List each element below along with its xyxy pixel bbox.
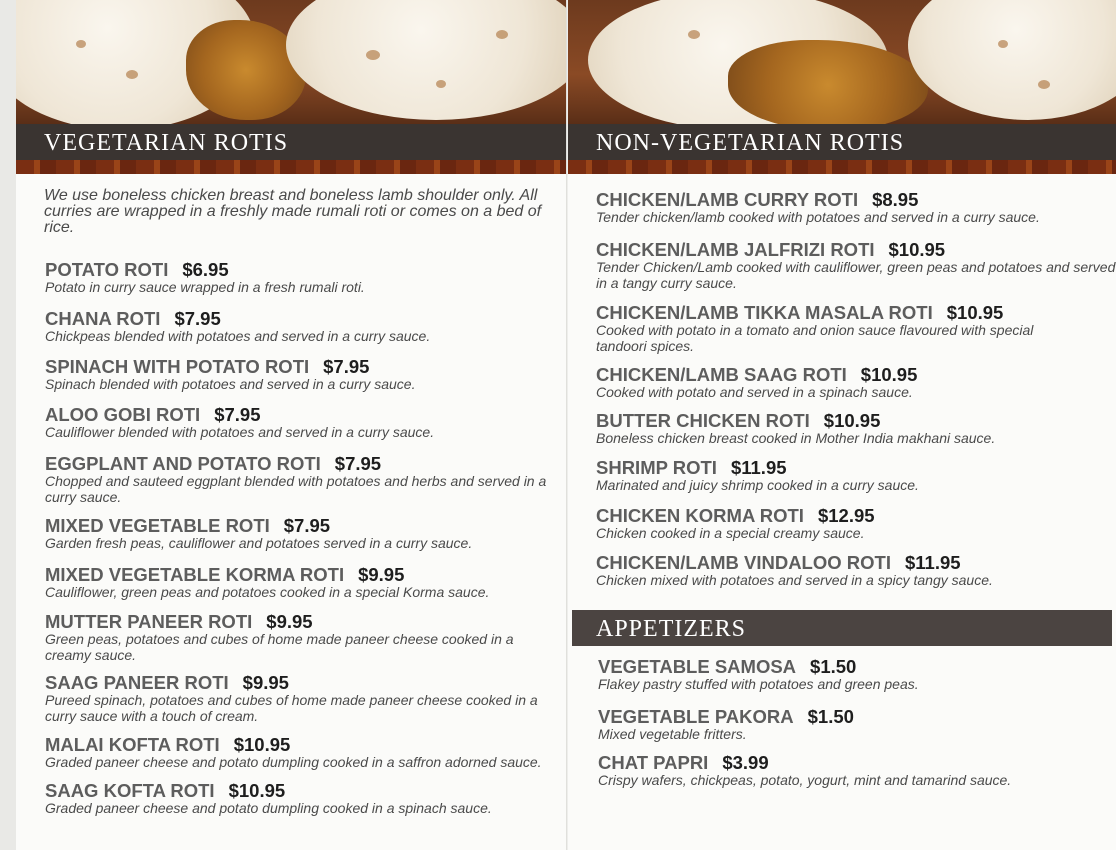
menu-item-price: $3.99: [722, 752, 769, 773]
menu-item-price: $7.95: [323, 356, 370, 377]
menu-item-title: [598, 707, 1116, 726]
menu-item-description: Cauliflower, green peas and potatoes cooked in a special Korma sauce.: [45, 584, 490, 600]
menu-item-price: $10.95: [946, 302, 1004, 323]
menu-item-description: Potato in curry sauce wrapped in a fresh rumali roti.: [45, 279, 365, 295]
menu-item-description: Tender Chicken/Lamb cooked with cauliflower, green peas and potatoes and served in a tangy curry sauce.: [596, 259, 1116, 291]
menu-item-title: [45, 781, 565, 800]
roti-food-photo-right: [568, 0, 1116, 124]
vegetarian-rotis-heading-bar: [16, 124, 568, 160]
menu-item-name: CHICKEN/LAMB SAAG ROTI: [596, 364, 847, 385]
menu-item-title: [45, 357, 565, 376]
menu-item-description: Cooked with potato in a tomato and onion sauce flavoured with special tandoori spices.: [596, 322, 1034, 354]
menu-item-price: $7.95: [214, 404, 261, 425]
menu-item-name: BUTTER CHICKEN ROTI: [596, 410, 810, 431]
menu-item: [596, 190, 1116, 225]
menu-item-price: $11.95: [904, 552, 961, 573]
menu-item-price: $12.95: [817, 505, 875, 526]
menu-item: [45, 612, 565, 663]
menu-item-title: [45, 454, 565, 473]
menu-item-description: Graded paneer cheese and potato dumpling cooked in a saffron adorned sauce.: [45, 754, 542, 770]
appetizers-heading-bar: [572, 610, 1112, 646]
ornamental-border: [568, 160, 1116, 174]
roti-spot: [126, 70, 138, 79]
menu-item-name: SHRIMP ROTI: [596, 457, 717, 478]
menu-item-price: $9.95: [266, 611, 313, 632]
menu-item-price: $6.95: [182, 259, 229, 280]
menu-item-description: Chicken mixed with potatoes and served in a spicy tangy sauce.: [596, 572, 993, 588]
menu-item-title: [45, 612, 565, 631]
menu-item-title: [596, 411, 1116, 430]
menu-item: [596, 240, 1116, 291]
menu-item: [596, 303, 1116, 354]
menu-item-description: Graded paneer cheese and potato dumpling cooked in a spinach sauce.: [45, 800, 492, 816]
menu-item: [598, 707, 1116, 742]
curry-filling-image: [728, 40, 928, 124]
menu-item-price: $10.95: [888, 239, 946, 260]
non-vegetarian-rotis-heading-bar: [568, 124, 1116, 160]
menu-item: [45, 565, 565, 600]
menu-item-title: [596, 506, 1116, 525]
menu-item: [45, 735, 565, 770]
menu-item: [45, 516, 565, 551]
menu-item-price: $1.50: [810, 656, 857, 677]
right-menu-page: [568, 0, 1116, 850]
menu-item-price: $10.95: [228, 780, 286, 801]
menu-item-price: $9.95: [358, 564, 405, 585]
menu-item-name: EGGPLANT AND POTATO ROTI: [45, 453, 321, 474]
menu-item-title: [596, 303, 1116, 322]
menu-item-name: ALOO GOBI ROTI: [45, 404, 201, 425]
menu-item: [598, 657, 1116, 692]
non-vegetarian-rotis-heading: NON-VEGETARIAN ROTIS: [596, 130, 905, 156]
menu-item-name: POTATO ROTI: [45, 259, 169, 280]
menu-item: [45, 781, 565, 816]
menu-item-price: $7.95: [283, 515, 331, 536]
roti-image: [286, 0, 568, 120]
roti-spot: [1038, 80, 1050, 89]
menu-item-price: $10.95: [860, 364, 918, 385]
menu-item-price: $1.50: [807, 706, 854, 727]
menu-item: [598, 753, 1116, 788]
roti-image: [908, 0, 1116, 120]
menu-item-title: [598, 753, 1116, 772]
menu-item-title: [45, 260, 565, 279]
ornamental-border: [16, 160, 568, 174]
menu-item-name: SAAG PANEER ROTI: [45, 672, 229, 693]
vegetarian-rotis-heading: VEGETARIAN ROTIS: [44, 130, 289, 156]
menu-item: [45, 309, 565, 344]
menu-item-name: MIXED VEGETABLE ROTI: [45, 515, 270, 536]
menu-item-description: Cauliflower blended with potatoes and served in a curry sauce.: [45, 424, 435, 440]
menu-item-description: Pureed spinach, potatoes and cubes of home made paneer cheese cooked in a curry sauce with a touch of cream.: [45, 692, 538, 724]
menu-item-title: [45, 673, 565, 692]
menu-item-description: Boneless chicken breast cooked in Mother India makhani sauce.: [596, 430, 996, 446]
menu-item-price: $10.95: [823, 410, 881, 431]
menu-item: [45, 357, 565, 392]
roti-spot: [688, 30, 700, 39]
roti-spot: [436, 80, 446, 88]
menu-item-description: Chickpeas blended with potatoes and served in a curry sauce.: [45, 328, 431, 344]
menu-item-name: SPINACH WITH POTATO ROTI: [45, 356, 310, 377]
menu-item-title: [45, 309, 565, 328]
left-menu-page: [16, 0, 568, 850]
menu-item-name: CHICKEN/LAMB TIKKA MASALA ROTI: [596, 302, 933, 323]
menu-item-name: MALAI KOFTA ROTI: [45, 734, 220, 755]
menu-item: [45, 260, 565, 295]
menu-item-title: [45, 516, 565, 535]
roti-spot: [366, 50, 380, 60]
menu-item-title: [45, 405, 565, 424]
menu-item-name: MIXED VEGETABLE KORMA ROTI: [45, 564, 345, 585]
menu-item-price: $11.95: [730, 457, 787, 478]
menu-item-price: $10.95: [233, 734, 291, 755]
menu-item-description: Garden fresh peas, cauliflower and potatoes served in a curry sauce.: [45, 535, 473, 551]
menu-item-name: CHICKEN KORMA ROTI: [596, 505, 804, 526]
roti-spot: [496, 30, 508, 39]
roti-food-photo-left: [16, 0, 568, 124]
intro-text: We use boneless chicken breast and boneless lamb shoulder only. All curries are wrapped in a freshly made rumali roti or comes on a bed of rice.: [44, 187, 542, 236]
menu-item-description: Chicken cooked in a special creamy sauce.: [596, 525, 865, 541]
menu-item-title: [45, 735, 565, 754]
menu-item-description: Flakey pastry stuffed with potatoes and green peas.: [598, 676, 919, 692]
menu-item: [596, 458, 1116, 493]
menu-item: [45, 673, 565, 724]
menu-item: [45, 454, 565, 505]
menu-item-name: VEGETABLE PAKORA: [598, 706, 794, 727]
menu-item-description: Mixed vegetable fritters.: [598, 726, 747, 742]
menu-item-description: Green peas, potatoes and cubes of home made paneer cheese cooked in a creamy sauce.: [45, 631, 514, 663]
menu-item-title: [598, 657, 1116, 676]
roti-spot: [998, 40, 1008, 48]
menu-item-description: Tender chicken/lamb cooked with potatoes and served in a curry sauce.: [596, 209, 1040, 225]
menu-item-title: [596, 365, 1116, 384]
menu-item-description: Cooked with potato and served in a spinach sauce.: [596, 384, 913, 400]
menu-item-name: CHANA ROTI: [45, 308, 161, 329]
menu-item-price: $9.95: [242, 672, 289, 693]
menu-item-name: VEGETABLE SAMOSA: [598, 656, 797, 677]
appetizers-heading: APPETIZERS: [596, 616, 747, 642]
menu-item-name: CHICKEN/LAMB VINDALOO ROTI: [596, 552, 891, 573]
roti-spot: [76, 40, 86, 48]
menu-item-title: [596, 553, 1116, 572]
menu-item-name: MUTTER PANEER ROTI: [45, 611, 253, 632]
menu-item-title: [596, 240, 1116, 259]
menu-item-description: Chopped and sauteed eggplant blended with potatoes and herbs and served in a curry sauce.: [45, 473, 547, 505]
menu-item: [596, 506, 1116, 541]
menu-item-price: $7.95: [334, 453, 382, 474]
menu-item-title: [45, 565, 565, 584]
menu-item-title: [596, 190, 1116, 209]
menu-item-price: $8.95: [872, 189, 919, 210]
menu-item: [596, 365, 1116, 400]
menu-item: [45, 405, 565, 440]
menu-item: [596, 411, 1116, 446]
menu-item-name: SAAG KOFTA ROTI: [45, 780, 215, 801]
menu-item-name: CHAT PAPRI: [598, 752, 709, 773]
menu-item-name: CHICKEN/LAMB JALFRIZI ROTI: [596, 239, 875, 260]
menu-item-description: Crispy wafers, chickpeas, potato, yogurt, mint and tamarind sauce.: [598, 772, 1012, 788]
menu-item-title: [596, 458, 1116, 477]
menu-item-price: $7.95: [174, 308, 221, 329]
menu-item-description: Spinach blended with potatoes and served in a curry sauce.: [45, 376, 416, 392]
menu-item-name: CHICKEN/LAMB CURRY ROTI: [596, 189, 859, 210]
menu-item: [596, 553, 1116, 588]
menu-item-description: Marinated and juicy shrimp cooked in a curry sauce.: [596, 477, 919, 493]
